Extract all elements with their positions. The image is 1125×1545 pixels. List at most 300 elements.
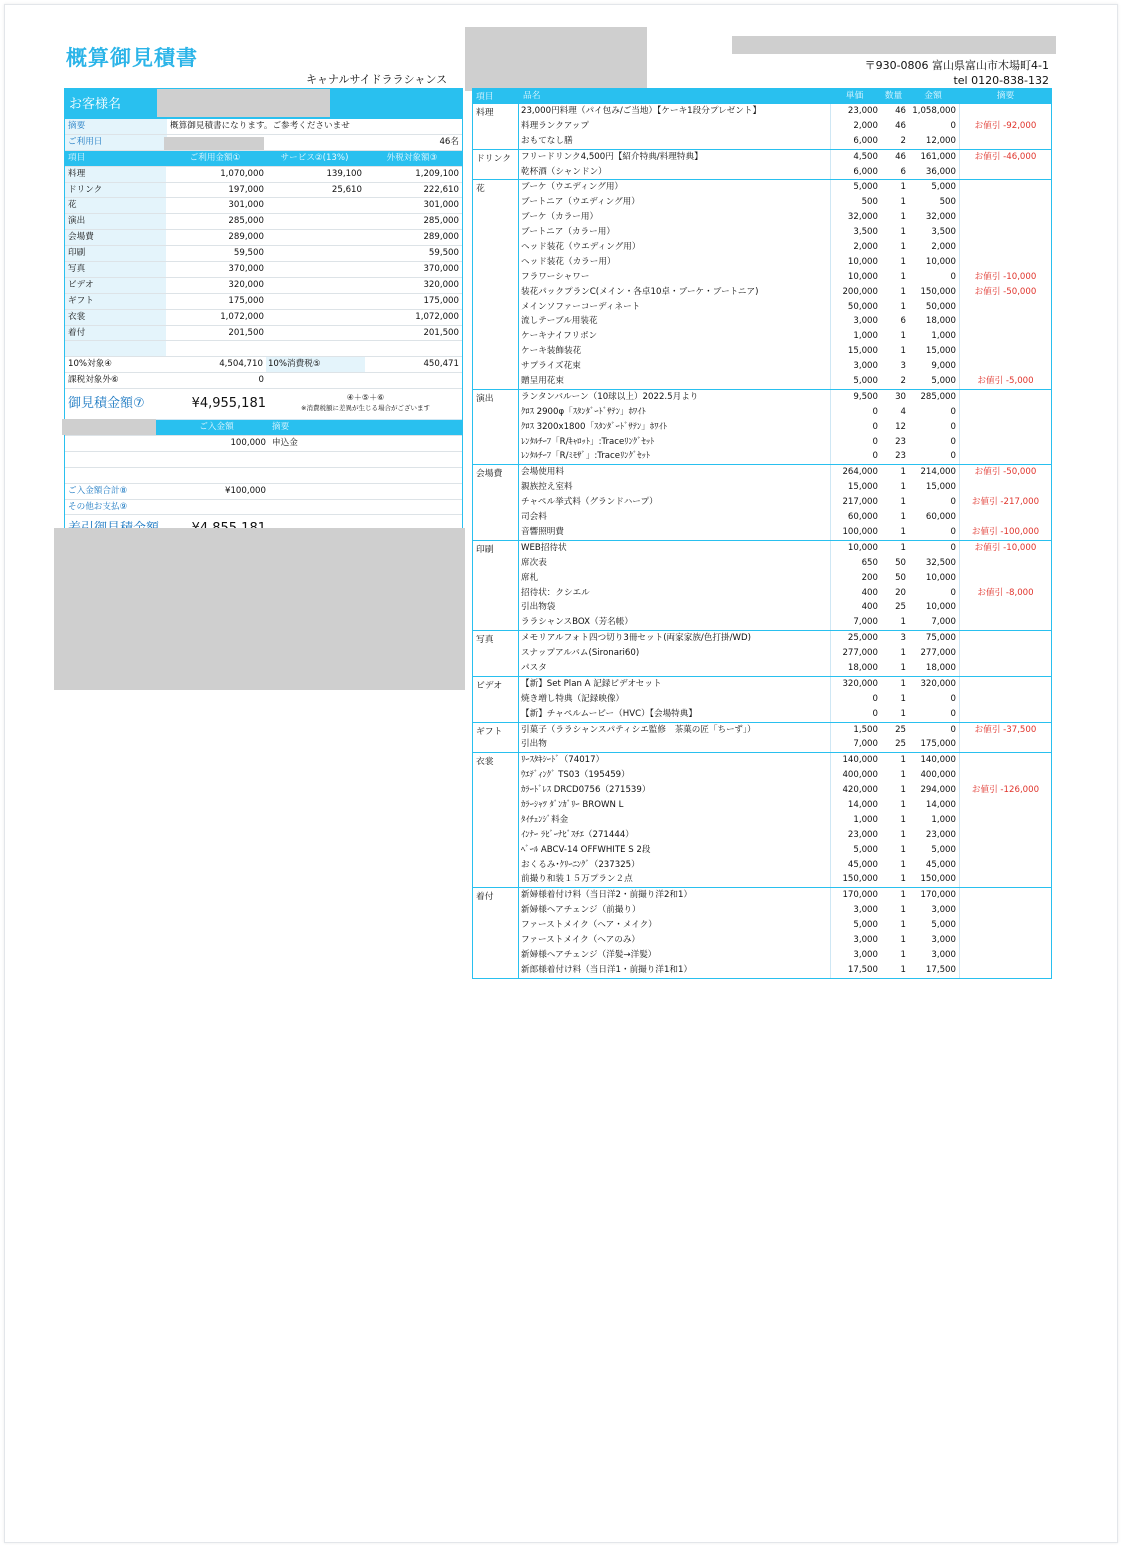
- amount: 3,000: [909, 933, 960, 948]
- remark: [960, 768, 1051, 783]
- unit-price: 45,000: [847, 859, 878, 870]
- deposit-total-value: ¥100,000: [224, 485, 266, 496]
- item-name: 会場使用料: [519, 465, 831, 480]
- summary-row: [65, 198, 462, 214]
- summary-cell: ギフト: [65, 294, 166, 309]
- item-name: フラワーシャワー: [519, 270, 831, 285]
- remark: [960, 692, 1051, 707]
- unit-price: 5,000: [853, 376, 878, 387]
- detail-row: [519, 465, 1051, 480]
- summary-row: [65, 167, 462, 183]
- remark: [960, 872, 1051, 887]
- quantity: 1: [900, 905, 906, 916]
- detail-row: [519, 329, 1051, 344]
- summary-cell: ドリンク: [65, 183, 166, 198]
- item-name: ﾘｰｽﾀｷｼｰﾄﾞ（74017）: [519, 753, 831, 768]
- amount: 36,000: [909, 165, 960, 180]
- item-name: ｶﾗｰｼｬﾂ ﾀﾞﾝｶﾞﾘｰ BROWN L: [519, 798, 831, 813]
- unit-price: 23,000: [847, 106, 878, 116]
- quantity: 2: [900, 135, 906, 146]
- summary-cell: 1,209,100: [415, 168, 459, 179]
- amount: 32,500: [909, 556, 960, 571]
- remark: [960, 134, 1051, 149]
- summary-cell: 370,000: [228, 264, 264, 275]
- summary-header-cell: 項目: [65, 151, 166, 166]
- quantity: 1: [900, 497, 906, 508]
- item-name: 親族控え室料: [519, 480, 831, 495]
- item-name: 流しテーブル用装花: [519, 314, 831, 329]
- item-name: 贈呈用花束: [519, 374, 831, 389]
- detail-row: [519, 571, 1051, 586]
- quantity: 1: [900, 678, 906, 689]
- summary-cell: 写真: [65, 262, 166, 277]
- item-name: 引出物: [519, 737, 831, 752]
- unit-price: 15,000: [847, 482, 878, 493]
- detail-section: [473, 150, 1051, 181]
- amount: 0: [909, 525, 960, 540]
- quantity: 1: [900, 859, 906, 870]
- unit-price: 6,000: [853, 135, 878, 146]
- remark: [960, 556, 1051, 571]
- remark: お値引 -126,000: [971, 785, 1040, 796]
- amount: 9,000: [909, 359, 960, 374]
- detail-row: [519, 525, 1051, 540]
- summary-cell: 201,500: [423, 327, 459, 338]
- summary-cell: [267, 278, 365, 293]
- summary-cell: 1,072,000: [220, 311, 264, 322]
- detail-section: [473, 888, 1051, 978]
- unit-price: 5,000: [853, 844, 878, 855]
- unit-price: 2,000: [853, 242, 878, 253]
- detail-section: [473, 723, 1051, 754]
- amount: 3,500: [909, 225, 960, 240]
- summary-cell: 175,000: [423, 295, 459, 306]
- detail-row: [519, 600, 1051, 615]
- guest-count: 46名: [439, 136, 459, 147]
- unit-price: 500: [861, 197, 878, 208]
- summary-cell: [267, 310, 365, 325]
- quantity: 12: [895, 421, 906, 432]
- unit-price: 650: [861, 557, 878, 568]
- quantity: 1: [900, 799, 906, 810]
- redacted-block: [164, 137, 264, 150]
- deposit-row: [65, 436, 462, 452]
- amount: 2,000: [909, 240, 960, 255]
- document-title: 概算御見積書: [66, 46, 198, 70]
- summary-header-row: [65, 151, 462, 167]
- summary-cell: [267, 230, 365, 245]
- detail-header-row: [473, 88, 1051, 104]
- detail-row: [519, 615, 1051, 630]
- detail-section: [473, 541, 1051, 631]
- other-payment-label: その他お支払⑨: [65, 500, 167, 515]
- detail-row: [519, 344, 1051, 359]
- detail-row: [519, 858, 1051, 873]
- unit-price: 3,000: [853, 316, 878, 327]
- item-name: 席札: [519, 571, 831, 586]
- quantity: 1: [900, 934, 906, 945]
- quantity: 1: [900, 242, 906, 253]
- unit-price: 4,500: [853, 151, 878, 162]
- amount: 75,000: [909, 631, 960, 646]
- quantity: 46: [895, 151, 906, 162]
- item-name: 装花パックプランC(メイン・各卓10卓・ブーケ・ブートニア): [519, 285, 831, 300]
- note-value: 概算御見積書になります。ご参考くださいませ: [170, 121, 350, 131]
- quantity: 4: [900, 406, 906, 417]
- amount: 0: [909, 723, 960, 738]
- item-name: ファーストメイク（ヘア・メイク）: [519, 918, 831, 933]
- detail-row: [519, 449, 1051, 464]
- detail-row: [519, 119, 1051, 134]
- detail-row: [519, 768, 1051, 783]
- remark: [960, 963, 1051, 978]
- detail-section: [473, 631, 1051, 677]
- quantity: 46: [895, 120, 906, 131]
- quantity: 1: [900, 301, 906, 312]
- detail-row: [519, 661, 1051, 676]
- quantity: 23: [895, 436, 906, 447]
- amount: 1,000: [909, 813, 960, 828]
- amount: 1,000: [909, 329, 960, 344]
- summary-cell: 201,500: [228, 327, 264, 338]
- summary-cell: 301,000: [423, 200, 459, 211]
- unit-price: 0: [872, 693, 878, 704]
- quantity: 50: [895, 557, 906, 568]
- remark: [960, 359, 1051, 374]
- tax-target-value: 4,504,710: [219, 359, 263, 370]
- unit-price: 200,000: [842, 286, 878, 297]
- unit-price: 5,000: [853, 182, 878, 193]
- detail-row: [519, 753, 1051, 768]
- item-name: 【新】チャペルムービー（HVC）【会場特典】: [519, 707, 831, 722]
- unit-price: 320,000: [842, 678, 878, 689]
- detail-row: [519, 134, 1051, 149]
- detail-row: [519, 285, 1051, 300]
- detail-category: 演出: [473, 390, 519, 464]
- detail-row: [519, 692, 1051, 707]
- summary-header-cell: ご利用金額①: [166, 151, 267, 166]
- remark: お値引 -46,000: [974, 151, 1037, 162]
- unit-price: 6,000: [853, 166, 878, 177]
- detail-row: [519, 420, 1051, 435]
- detail-category: 衣裳: [473, 753, 519, 887]
- detail-row: [519, 707, 1051, 722]
- unit-price: 25,000: [847, 633, 878, 644]
- item-name: ヘッド装花（ウエディング用）: [519, 240, 831, 255]
- unit-price: 50,000: [847, 301, 878, 312]
- remark: お値引 -10,000: [974, 271, 1037, 282]
- remark: [960, 813, 1051, 828]
- detail-body: [473, 104, 1051, 979]
- unit-price: 1,000: [853, 814, 878, 825]
- unit-price: 170,000: [842, 890, 878, 901]
- item-name: ｸﾛｽ 2900φ「ｽﾀﾝﾀﾞｰﾄﾞｻﾃﾝ」ﾎﾜｲﾄ: [519, 405, 831, 420]
- detail-row: [519, 677, 1051, 692]
- deposit-blank-row: [65, 452, 462, 468]
- detail-row: [519, 586, 1051, 601]
- detail-row: [519, 933, 1051, 948]
- summary-cell: 197,000: [228, 184, 264, 195]
- unit-price: 400: [861, 587, 878, 598]
- deposit-blank-row: [65, 468, 462, 484]
- item-name: ﾍﾞｰﾙ ABCV-14 OFFWHITE S 2段: [519, 843, 831, 858]
- item-name: 焼き増し特典（記録映像）: [519, 692, 831, 707]
- unit-price: 14,000: [847, 799, 878, 810]
- quantity: 3: [900, 633, 906, 644]
- detail-category: ギフト: [473, 723, 519, 753]
- amount: 45,000: [909, 858, 960, 873]
- quantity: 23: [895, 451, 906, 462]
- amount: 170,000: [909, 888, 960, 903]
- redacted-block: [732, 36, 1056, 54]
- amount: 10,000: [909, 571, 960, 586]
- item-name: ブーケ（カラー用）: [519, 210, 831, 225]
- amount: 320,000: [909, 677, 960, 692]
- remark: [960, 390, 1051, 405]
- unit-price: 0: [872, 421, 878, 432]
- detail-row: [519, 510, 1051, 525]
- deposit-header-note: 摘要: [269, 420, 462, 435]
- quantity: 1: [900, 482, 906, 493]
- quantity: 1: [900, 617, 906, 628]
- amount: 0: [909, 586, 960, 601]
- nontax-value: 0: [258, 375, 264, 386]
- detail-header-cell: 摘要: [996, 91, 1015, 101]
- amount: 0: [909, 270, 960, 285]
- remark: お値引 -37,500: [974, 724, 1037, 735]
- summary-row: [65, 310, 462, 326]
- remark: [960, 240, 1051, 255]
- summary-row: [65, 246, 462, 262]
- amount: 0: [909, 449, 960, 464]
- detail-row: [519, 255, 1051, 270]
- quantity: 1: [900, 920, 906, 931]
- item-name: ﾚﾝﾀﾙﾁｰﾌ「R/ﾐﾓｻﾞ」:Traceﾘﾝｸﾞｾｯﾄ: [519, 449, 831, 464]
- detail-row: [519, 798, 1051, 813]
- item-name: ｸﾛｽ 3200x1800「ｽﾀﾝﾀﾞｰﾄﾞｻﾃﾝ」ﾎﾜｲﾄ: [519, 420, 831, 435]
- amount: 0: [909, 495, 960, 510]
- summary-cell: [267, 246, 365, 261]
- date-label: ご利用日: [65, 135, 167, 150]
- total-formula: ④＋⑤＋⑥: [346, 393, 385, 403]
- item-name: ﾚﾝﾀﾙﾁｰﾌ「R/ｷｬﾛｯﾄ」:Traceﾘﾝｸﾞｾｯﾄ: [519, 435, 831, 450]
- remark: [960, 707, 1051, 722]
- deposit-header-amount: ご入金額: [167, 420, 269, 435]
- summary-row: [65, 230, 462, 246]
- unit-price: 400: [861, 602, 878, 613]
- unit-price: 7,000: [853, 739, 878, 750]
- quantity: 1: [900, 212, 906, 223]
- quantity: 1: [900, 662, 906, 673]
- detail-row: [519, 150, 1051, 165]
- summary-blank-row: [65, 341, 462, 357]
- summary-cell: 印刷: [65, 246, 166, 261]
- detail-header-cell: 金額: [924, 91, 942, 101]
- detail-category: 会場費: [473, 465, 519, 539]
- amount: 17,500: [909, 963, 960, 978]
- remark: [960, 195, 1051, 210]
- item-name: 【新】Set Plan A 記録ビデオセット: [519, 677, 831, 692]
- deposit-total-row: [65, 484, 462, 500]
- summary-cell: 139,100: [326, 168, 362, 179]
- unit-price: 2,000: [853, 120, 878, 131]
- detail-row: [519, 948, 1051, 963]
- amount: 400,000: [909, 768, 960, 783]
- detail-header-cell: 単価: [845, 91, 864, 101]
- quantity: 1: [900, 648, 906, 659]
- amount: 18,000: [909, 314, 960, 329]
- unit-price: 9,500: [853, 391, 878, 402]
- remark: [960, 165, 1051, 180]
- detail-header-cell: 数量: [884, 91, 903, 101]
- detail-row: [519, 813, 1051, 828]
- amount: 18,000: [909, 661, 960, 676]
- unit-price: 3,500: [853, 227, 878, 238]
- summary-cell: 285,000: [228, 216, 264, 227]
- item-name: 司会料: [519, 510, 831, 525]
- item-name: ケーキナイフリボン: [519, 329, 831, 344]
- remark: [960, 600, 1051, 615]
- detail-row: [519, 240, 1051, 255]
- amount: 294,000: [909, 783, 960, 798]
- summary-panel: [64, 88, 463, 545]
- other-payment-row: [65, 500, 462, 516]
- detail-row: [519, 888, 1051, 903]
- item-name: おくるみ･ｸﾘｰﾆﾝｸﾞ（237325）: [519, 858, 831, 873]
- remark: [960, 828, 1051, 843]
- quantity: 46: [895, 106, 906, 116]
- item-name: ファーストメイク（ヘアのみ）: [519, 933, 831, 948]
- item-name: フリードリンク4,500円【紹介特典/料理特典】: [519, 150, 831, 165]
- detail-row: [519, 828, 1051, 843]
- remark: [960, 948, 1051, 963]
- item-name: ｲﾝﾅｰ ﾗﾋﾞｰﾅﾋﾞｽﾁｴ（271444）: [519, 828, 831, 843]
- amount: 0: [909, 707, 960, 722]
- quantity: 1: [900, 227, 906, 238]
- detail-row: [519, 737, 1051, 752]
- tax-target-label: 10%対象④: [65, 357, 165, 372]
- unit-price: 17,500: [847, 964, 878, 975]
- remark: [960, 344, 1051, 359]
- detail-row: [519, 480, 1051, 495]
- summary-header-cell: 外税対象額③: [365, 151, 462, 166]
- amount: 3,000: [909, 948, 960, 963]
- quantity: 1: [900, 964, 906, 975]
- amount: 277,000: [909, 646, 960, 661]
- item-name: メモリアルフォト四つ切り3冊セット(両家家族/色打掛/WD): [519, 631, 831, 646]
- unit-price: 3,000: [853, 905, 878, 916]
- unit-price: 0: [872, 451, 878, 462]
- detail-row: [519, 374, 1051, 389]
- quantity: 25: [895, 739, 906, 750]
- summary-cell: 着付: [65, 326, 166, 341]
- detail-section: [473, 465, 1051, 540]
- remark: [960, 798, 1051, 813]
- amount: 140,000: [909, 753, 960, 768]
- amount: 0: [909, 541, 960, 556]
- remark: [960, 180, 1051, 195]
- item-name: ケーキ装飾装花: [519, 344, 831, 359]
- total-value: ¥4,955,181: [191, 396, 266, 412]
- unit-price: 10,000: [847, 256, 878, 267]
- amount: 1,058,000: [909, 104, 960, 119]
- quantity: 1: [900, 512, 906, 523]
- quantity: 1: [900, 844, 906, 855]
- detail-row: [519, 963, 1051, 978]
- amount: 5,000: [909, 374, 960, 389]
- amount: 150,000: [909, 872, 960, 887]
- item-name: 前撮り和装１５万プラン２点: [519, 872, 831, 887]
- summary-cell: [267, 326, 365, 341]
- remark: [960, 225, 1051, 240]
- quantity: 2: [900, 376, 906, 387]
- redacted-block: [62, 419, 156, 435]
- remark: [960, 631, 1051, 646]
- detail-row: [519, 314, 1051, 329]
- remark: [960, 858, 1051, 873]
- detail-row: [519, 723, 1051, 738]
- venue-tel: tel 0120-838-132: [953, 74, 1049, 87]
- nontax-label: 課税対象外⑥: [65, 373, 166, 388]
- quantity: 30: [895, 391, 906, 402]
- summary-cell: 演出: [65, 214, 166, 229]
- venue-name: キャナルサイドララシャンス: [306, 73, 448, 86]
- detail-row: [519, 783, 1051, 798]
- amount: 5,000: [909, 180, 960, 195]
- amount: 0: [909, 420, 960, 435]
- detail-category: 料理: [473, 104, 519, 149]
- remark: [960, 210, 1051, 225]
- quantity: 1: [900, 331, 906, 342]
- detail-section: [473, 677, 1051, 723]
- amount: 10,000: [909, 600, 960, 615]
- unit-price: 420,000: [842, 785, 878, 796]
- unit-price: 10,000: [847, 271, 878, 282]
- amount: 60,000: [909, 510, 960, 525]
- summary-cell: 175,000: [228, 295, 264, 306]
- quantity: 3: [900, 361, 906, 372]
- detail-row: [519, 435, 1051, 450]
- summary-row: [65, 326, 462, 342]
- item-name: 引菓子（ララシャンスパティシエ監修 茶菓の匠「ちーず」）: [519, 723, 831, 738]
- quantity: 1: [900, 890, 906, 901]
- summary-cell: 料理: [65, 167, 166, 182]
- summary-cell: 320,000: [228, 279, 264, 290]
- remark: [960, 615, 1051, 630]
- item-name: 新婦様ヘアチェンジ（前撮り）: [519, 903, 831, 918]
- detail-row: [519, 631, 1051, 646]
- total-label: 御見積金額⑦: [65, 389, 167, 419]
- item-name: パスタ: [519, 661, 831, 676]
- summary-cell: 衣裳: [65, 310, 166, 325]
- remark: お値引 -5,000: [977, 376, 1034, 387]
- detail-row: [519, 180, 1051, 195]
- remark: [960, 420, 1051, 435]
- item-name: 新婦様ヘアチェンジ（洋髪→洋髪）: [519, 948, 831, 963]
- item-name: 新婦様着付け料（当日洋2・前撮り洋2和1）: [519, 888, 831, 903]
- quantity: 1: [900, 286, 906, 297]
- quantity: 6: [900, 316, 906, 327]
- detail-row: [519, 405, 1051, 420]
- remark: [960, 843, 1051, 858]
- quantity: 1: [900, 467, 906, 478]
- unit-price: 1,000: [853, 331, 878, 342]
- unit-price: 23,000: [847, 829, 878, 840]
- detail-section: [473, 390, 1051, 465]
- quantity: 1: [900, 785, 906, 796]
- quantity: 1: [900, 814, 906, 825]
- amount: 0: [909, 692, 960, 707]
